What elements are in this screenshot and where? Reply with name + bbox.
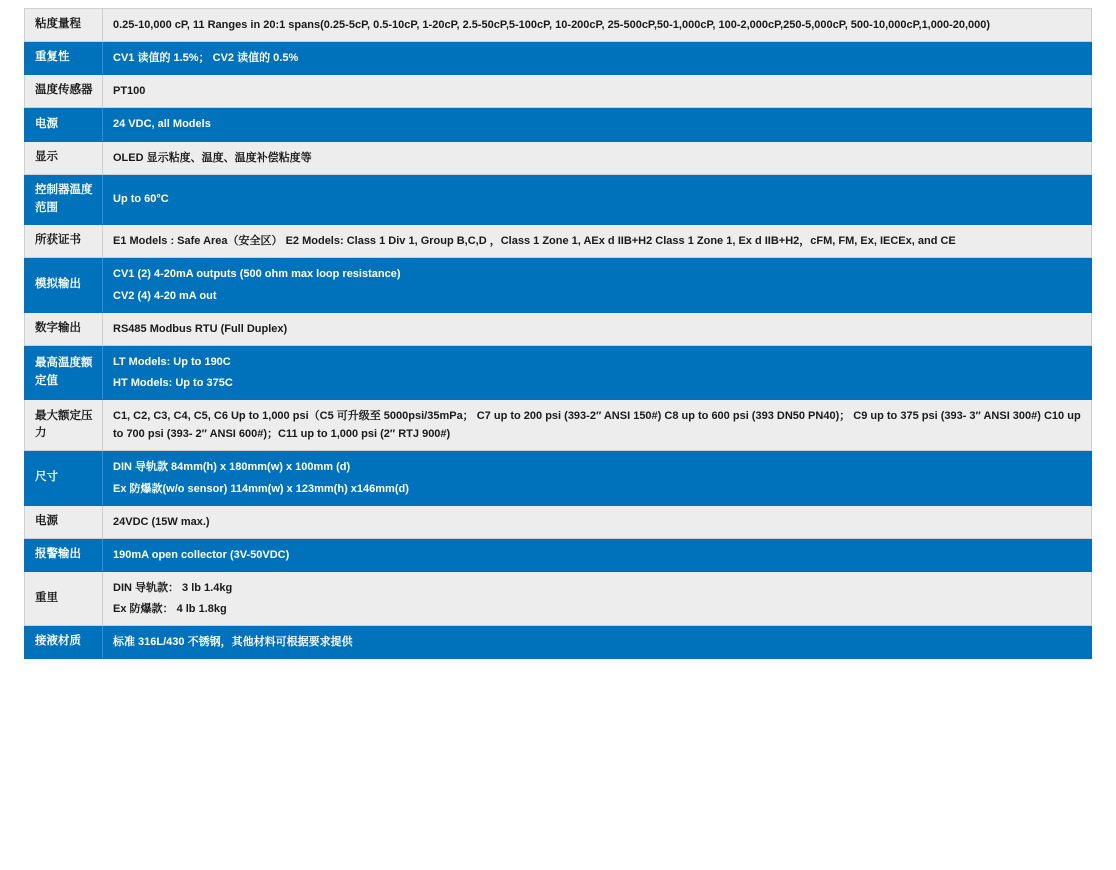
spec-value-line: CV2 (4) 4-20 mA out: [113, 289, 217, 302]
spec-value-line: PT100: [113, 85, 146, 98]
spec-value-line: RS485 Modbus RTU (Full Duplex): [113, 322, 288, 335]
spec-value-cell: [103, 9, 1092, 42]
spec-value-line: 0.25-10,000 cP, 11 Ranges in 20:1 spans(0.25-5cP, 0.5-10cP, 1-20cP, 2.5-50cP,5-100cP, 10-200cP, 25-500cP,50-1,000cP, 100-2,000cP,250-5,000cP, 500-10,000cP,1,000-20,000): [113, 19, 991, 31]
spec-value-line: CV1 (2) 4-20mA outputs (500 ohm max loop resistance): [113, 268, 401, 281]
spec-value-cell: [103, 626, 1092, 659]
spec-value-line: C1, C2, C3, C4, C5, C6 Up to 1,000 psi（C5 可升级至 5000psi/35mPa； C7 up to 200 psi (393-2″ ANSI 150#) C8 up to 600 psi (393 DN50 PN40)； C9 up to 375 psi (393- 3″ ANSI 300#) C10 up to 700 psi (393- 2″ ANSI 600#)；C11 up to 1,000 psi (2″ RTJ 900#): [113, 410, 1081, 441]
spec-value-cell: [103, 345, 1092, 399]
spec-value-line: Ex 防爆款： 4 lb 1.8kg: [113, 603, 227, 616]
table-row: [25, 225, 1092, 258]
table-row: [25, 258, 1092, 312]
spec-value-cell: [103, 75, 1092, 108]
table-row: [25, 75, 1092, 108]
spec-label-cell: 报警输出: [25, 538, 103, 571]
spec-label-cell: 显示: [25, 141, 103, 174]
spec-value-line: 190mA open collector (3V-50VDC): [113, 548, 290, 561]
table-row: [25, 345, 1092, 399]
spec-value-cell: [103, 42, 1092, 75]
spec-label-cell: 最大额定压力: [25, 400, 103, 451]
spec-value-cell: [103, 572, 1092, 626]
spec-value-line: OLED 显示粘度、温度、温度补偿粘度等: [113, 151, 312, 164]
spec-value-line: 24 VDC, all Models: [113, 118, 211, 131]
table-row: [25, 626, 1092, 659]
spec-value-cell: [103, 451, 1092, 505]
spec-value-line: 24VDC (15W max.): [113, 515, 210, 528]
table-row: [25, 538, 1092, 571]
spec-value-line: DIN 导轨款 84mm(h) x 180mm(w) x 100mm (d): [113, 461, 351, 474]
spec-value-cell: [103, 312, 1092, 345]
spec-label-cell: 重复性: [25, 42, 103, 75]
spec-label-cell: 接液材质: [25, 626, 103, 659]
table-row: [25, 108, 1092, 141]
spec-value-line: E1 Models : Safe Area（安全区） E2 Models: Class 1 Div 1, Group B,C,D ，Class 1 Zone 1, AEx d IIB+H2 Class 1 Zone 1, Ex d IIB+H2，cFM, FM, Ex, IECEx, and CE: [113, 235, 956, 248]
spec-label-cell: 所获证书: [25, 225, 103, 258]
table-row: [25, 9, 1092, 42]
spec-label-cell: 数字输出: [25, 312, 103, 345]
spec-value-line: DIN 导轨款： 3 lb 1.4kg: [113, 582, 233, 595]
spec-value-line: CV1 读值的 1.5%； CV2 读值的 0.5%: [113, 52, 299, 65]
spec-value-cell: [103, 400, 1092, 451]
spec-value-cell: [103, 505, 1092, 538]
table-row: [25, 42, 1092, 75]
spec-value-line: Up to 60°C: [113, 193, 169, 206]
spec-value-line: HT Models: Up to 375C: [113, 377, 233, 390]
spec-label-cell: 模拟输出: [25, 258, 103, 312]
table-row: [25, 312, 1092, 345]
spec-value-cell: [103, 141, 1092, 174]
spec-label-cell: 尺寸: [25, 451, 103, 505]
spec-label-cell: 电源: [25, 505, 103, 538]
spec-label-cell: 粘度量程: [25, 9, 103, 42]
spec-label-cell: 控制器温度范围: [25, 174, 103, 225]
spec-value-cell: [103, 258, 1092, 312]
table-row: [25, 505, 1092, 538]
table-row: [25, 572, 1092, 626]
spec-value-line: Ex 防爆款(w/o sensor) 114mm(w) x 123mm(h) x146mm(d): [113, 482, 409, 495]
specifications-table: [24, 8, 1092, 659]
spec-value-cell: [103, 225, 1092, 258]
spec-value-line: LT Models: Up to 190C: [113, 355, 231, 368]
spec-value-cell: [103, 174, 1092, 225]
spec-value-line: 标准 316L/430 不锈钢，其他材料可根据要求提供: [113, 636, 353, 649]
table-row: [25, 451, 1092, 505]
table-row: [25, 141, 1092, 174]
spec-label-cell: 温度传感器: [25, 75, 103, 108]
table-body: [25, 9, 1092, 659]
spec-value-cell: [103, 108, 1092, 141]
table-row: [25, 400, 1092, 451]
spec-label-cell: 重里: [25, 572, 103, 626]
spec-label-cell: 最高温度额定值: [25, 345, 103, 399]
spec-label-cell: 电源: [25, 108, 103, 141]
table-row: [25, 174, 1092, 225]
spec-value-cell: [103, 538, 1092, 571]
